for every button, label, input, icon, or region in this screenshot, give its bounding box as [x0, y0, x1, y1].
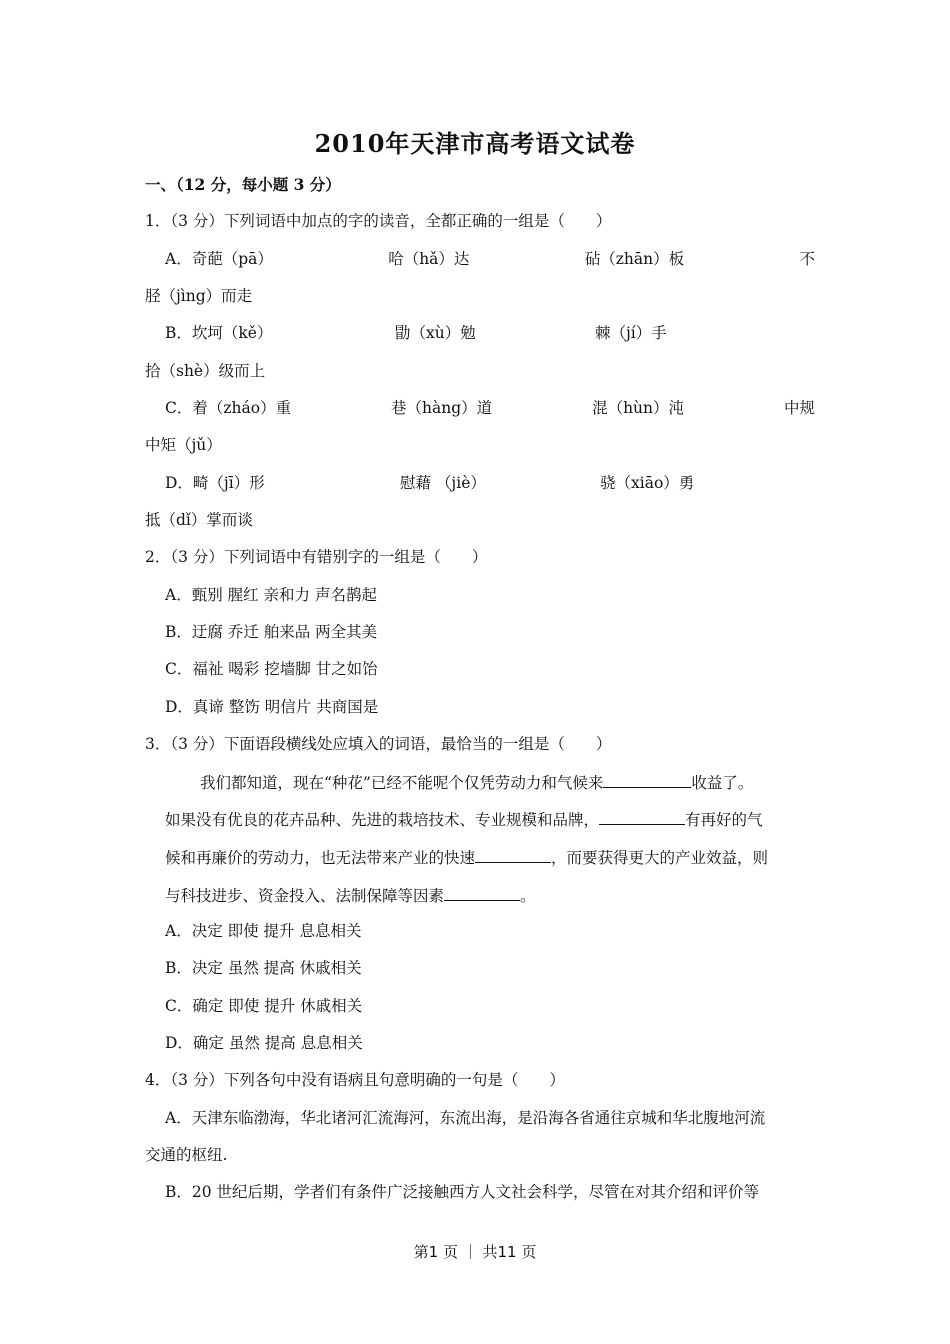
q2-stem: 2．（3 分）下列词语中有错别字的一组是（ ） [145, 548, 488, 566]
q3-option-a: A．决定 即使 提升 息息相关 [165, 922, 362, 940]
q2-option-b: B．迂腐 乔迁 舶来品 两全其美 [165, 623, 378, 641]
q1-option-d [165, 472, 815, 494]
q2-option-c: C．福祉 喝彩 挖墙脚 甘之如饴 [165, 660, 378, 678]
q3-p2-text-b: 有再好的气 [685, 811, 763, 829]
q3-blank-2 [599, 808, 685, 825]
q1-a-word4-start: 不 [799, 250, 815, 268]
q3-p1-text-b: 收益了。 [691, 774, 754, 792]
section-heading: 一、（12 分，每小题 3 分） [145, 175, 341, 194]
q1-b-word4: 拾（shè）级而上 [145, 362, 266, 380]
q1-stem: 1．（3 分）下列词语中加点的字的读音，全都正确的一组是（ ） [145, 212, 612, 230]
q3-passage-line2 [165, 808, 815, 831]
q1-a-word4-rest: 胫（jìng）而走 [145, 287, 253, 305]
q4-option-a-line1: A．天津东临渤海，华北诸河汇流海河，东流出海，是沿海各省通往京城和华北腹地河流 [165, 1109, 766, 1127]
q1-a-word3: 砧（zhān）板 [584, 250, 685, 268]
q1-a-word1: A．奇葩（pā） [165, 250, 273, 268]
page-title: 2010年天津市高考语文试卷 [314, 129, 636, 158]
q3-blank-1 [603, 771, 691, 788]
q3-passage-line3 [165, 846, 815, 869]
q1-d-word4: 抵（dǐ）掌而谈 [145, 511, 253, 529]
q1-option-b [165, 322, 815, 344]
q1-c-word2: 巷（hàng）道 [391, 399, 493, 417]
q1-d-word3: 骁（xiāo）勇 [600, 474, 695, 492]
q1-c-word1: C．着（zháo）重 [165, 399, 292, 417]
q3-p2-text-a: 如果没有优良的花卉品种、先进的栽培技术、专业规模和品牌， [165, 811, 600, 829]
q3-passage-line4 [165, 884, 815, 907]
q1-option-a [165, 248, 815, 270]
q1-c-word3: 混（hùn）沌 [592, 399, 685, 417]
q4-stem: 4．（3 分）下列各句中没有语病且句意明确的一句是（ ） [145, 1071, 565, 1089]
q1-c-word4-start: 中规 [783, 399, 815, 417]
q1-d-word1: D．畸（jī）形 [165, 474, 265, 492]
q3-option-b: B．决定 虽然 提高 休戚相关 [165, 959, 362, 977]
q1-c-word4-rest: 中矩（jǔ） [145, 436, 222, 454]
q1-option-c [165, 397, 815, 419]
q3-p1-text-a: 我们都知道，现在“种花”已经不能呢个仅凭劳动力和气候来 [200, 774, 604, 792]
q3-p3-text-a: 候和再廉价的劳动力，也无法带来产业的快速 [165, 849, 476, 867]
q3-blank-3 [475, 846, 551, 863]
q2-option-a: A．甄别 腥红 亲和力 声名鹊起 [165, 586, 377, 604]
q3-passage-line1 [200, 771, 815, 794]
q2-option-d: D．真谛 整饬 明信片 共商国是 [165, 698, 379, 716]
q3-p4-text-a: 与科技进步、资金投入、法制保障等因素 [165, 887, 445, 905]
page-footer: 第1 页 ｜ 共11 页 [413, 1243, 537, 1261]
q3-blank-4 [444, 884, 520, 901]
q3-stem: 3．（3 分）下面语段横线处应填入的词语，最恰当的一组是（ ） [145, 735, 612, 753]
q4-option-b-line1: B．20 世纪后期，学者们有条件广泛接触西方人文社会科学，尽管在对其介绍和评价等 [165, 1183, 760, 1201]
q3-option-c: C．确定 即使 提升 休戚相关 [165, 997, 363, 1015]
q1-b-word2: 勖（xù）勉 [395, 324, 476, 342]
q1-b-word3: 棘（jí）手 [595, 324, 667, 342]
q4-option-a-line2: 交通的枢纽. [145, 1146, 228, 1164]
q1-d-word2: 慰藉 （jiè） [400, 474, 486, 492]
q3-p3-text-b: ，而要获得更大的产业效益，则 [551, 849, 769, 867]
q3-p4-text-b: 。 [520, 887, 536, 905]
q3-option-d: D．确定 虽然 提高 息息相关 [165, 1034, 363, 1052]
q1-b-word1: B．坎坷（kě） [165, 324, 273, 342]
q1-a-word2: 哈（hǎ）达 [388, 250, 470, 268]
